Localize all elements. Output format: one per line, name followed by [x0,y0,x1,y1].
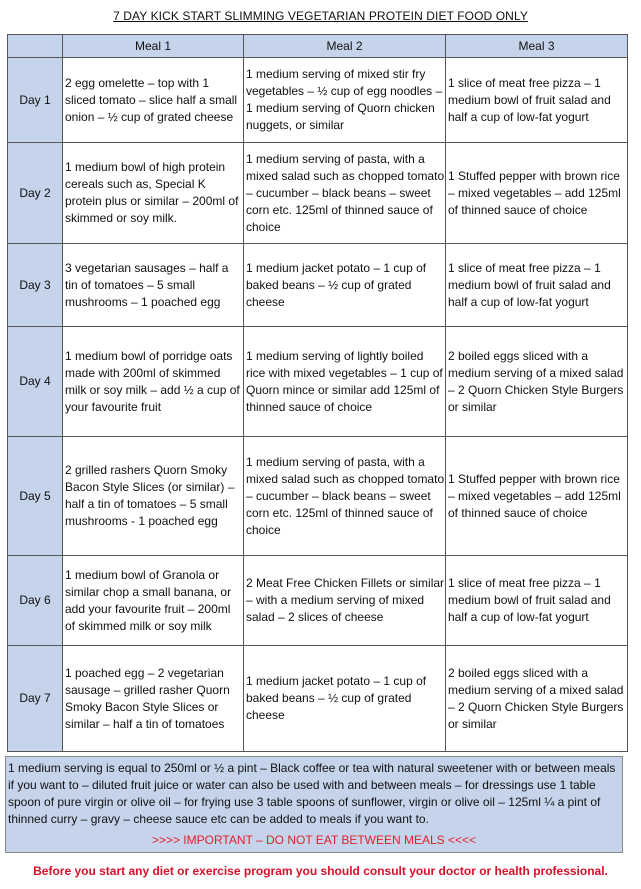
page-title: 7 DAY KICK START SLIMMING VEGETARIAN PROTEIN DIET FOOD ONLY [113,9,528,23]
notes-box [5,756,623,853]
meal-3-cell: 1 slice of meat free pizza – 1 medium bowl of fruit salad and half a cup of low-fat yogurt [446,244,628,327]
table-row [8,646,628,752]
meal-3-cell: 1 Stuffed pepper with brown rice – mixed vegetables – add 125ml of thinned sauce of choice [446,143,628,244]
table-row [8,437,628,556]
meal-2-cell: 1 medium jacket potato – 1 cup of baked beans – ½ cup of grated cheese [244,244,446,327]
day-label: Day 7 [8,646,63,752]
table-header-row [8,35,628,58]
table-row [8,244,628,327]
day-label: Day 3 [8,244,63,327]
meal-1-cell: 3 vegetarian sausages – half a tin of tomatoes – 5 small mushrooms – 1 poached egg [63,244,244,327]
meal-2-cell: 1 medium serving of pasta, with a mixed salad such as chopped tomato – cucumber – black beans – sweet corn etc. 125ml of thinned sauce of choice [244,437,446,556]
day-label: Day 4 [8,327,63,437]
meal-2-cell: 1 medium serving of mixed stir fry vegetables – ½ cup of egg noodles – 1 medium serving of Quorn chicken nuggets, or similar [244,58,446,143]
meal-1-cell: 1 poached egg – 2 vegetarian sausage – grilled rasher Quorn Smoky Bacon Style Slices or similar – half a tin of tomatoes [63,646,244,752]
meal-2-cell: 2 Meat Free Chicken Fillets or similar – with a medium serving of mixed salad – 2 slices of cheese [244,556,446,646]
meal-1-cell: 1 medium bowl of high protein cereals such as, Special K protein plus or similar – 200ml of skimmed or soy milk. [63,143,244,244]
table-row [8,58,628,143]
meal-1-cell: 2 egg omelette – top with 1 sliced tomato – slice half a small onion – ½ cup of grated cheese [63,58,244,143]
disclaimer: Before you start any diet or exercise program you should consult your doctor or health professional. [33,864,608,878]
day-label: Day 6 [8,556,63,646]
day-label: Day 2 [8,143,63,244]
meal-2-cell: 1 medium jacket potato – 1 cup of baked beans – ½ cup of grated cheese [244,646,446,752]
meal-1-cell: 2 grilled rashers Quorn Smoky Bacon Style Slices (or similar) – half a tin of tomatoes – 5 small mushrooms - 1 poached egg [63,437,244,556]
meal-3-cell: 1 Stuffed pepper with brown rice – mixed vegetables – add 125ml of thinned sauce of choice [446,437,628,556]
header-meal-1: Meal 1 [63,35,244,58]
meal-1-cell: 1 medium bowl of Granola or similar chop a small banana, or add your favourite fruit – 200ml of skimmed milk or soy milk [63,556,244,646]
meal-1-cell: 1 medium bowl of porridge oats made with 200ml of skimmed milk or soy milk – add ½ a cup of your favourite fruit [63,327,244,437]
notes-text: 1 medium serving is equal to 250ml or ½ a pint – Black coffee or tea with natural sweetener with or between meals if you want to – diluted fruit juice or water can also be used with and between meals – for dressings use 1 table spoon of pure virgin or olive oil – for frying use 3 table spoons of sunflower, virgin or olive oil – 125ml ¼ a pint of thinned curry – gravy – cheese sauce etc can be added to meals if you want to. [8,761,616,826]
meal-3-cell: 2 boiled eggs sliced with a medium serving of a mixed salad – 2 Quorn Chicken Style Burgers or similar [446,327,628,437]
meal-3-cell: 1 slice of meat free pizza – 1 medium bowl of fruit salad and half a cup of low-fat yogurt [446,556,628,646]
meal-2-cell: 1 medium serving of lightly boiled rice with mixed vegetables – 1 cup of Quorn mince or similar add 125ml of thinned sauce of choice [244,327,446,437]
day-label: Day 1 [8,58,63,143]
meal-2-cell: 1 medium serving of pasta, with a mixed salad such as chopped tomato – cucumber – black beans – sweet corn etc. 125ml of thinned sauce of choice [244,143,446,244]
meal-3-cell: 1 slice of meat free pizza – 1 medium bowl of fruit salad and half a cup of low-fat yogurt [446,58,628,143]
meal-plan-table [7,34,628,752]
header-corner [8,35,63,58]
day-label: Day 5 [8,437,63,556]
meal-3-cell: 2 boiled eggs sliced with a medium serving of a mixed salad – 2 Quorn Chicken Style Burgers or similar [446,646,628,752]
header-meal-3: Meal 3 [446,35,628,58]
important-warning: >>>> IMPORTANT – DO NOT EAT BETWEEN MEALS <<<< [151,833,477,847]
table-row [8,327,628,437]
header-meal-2: Meal 2 [244,35,446,58]
table-row [8,143,628,244]
table-row [8,556,628,646]
